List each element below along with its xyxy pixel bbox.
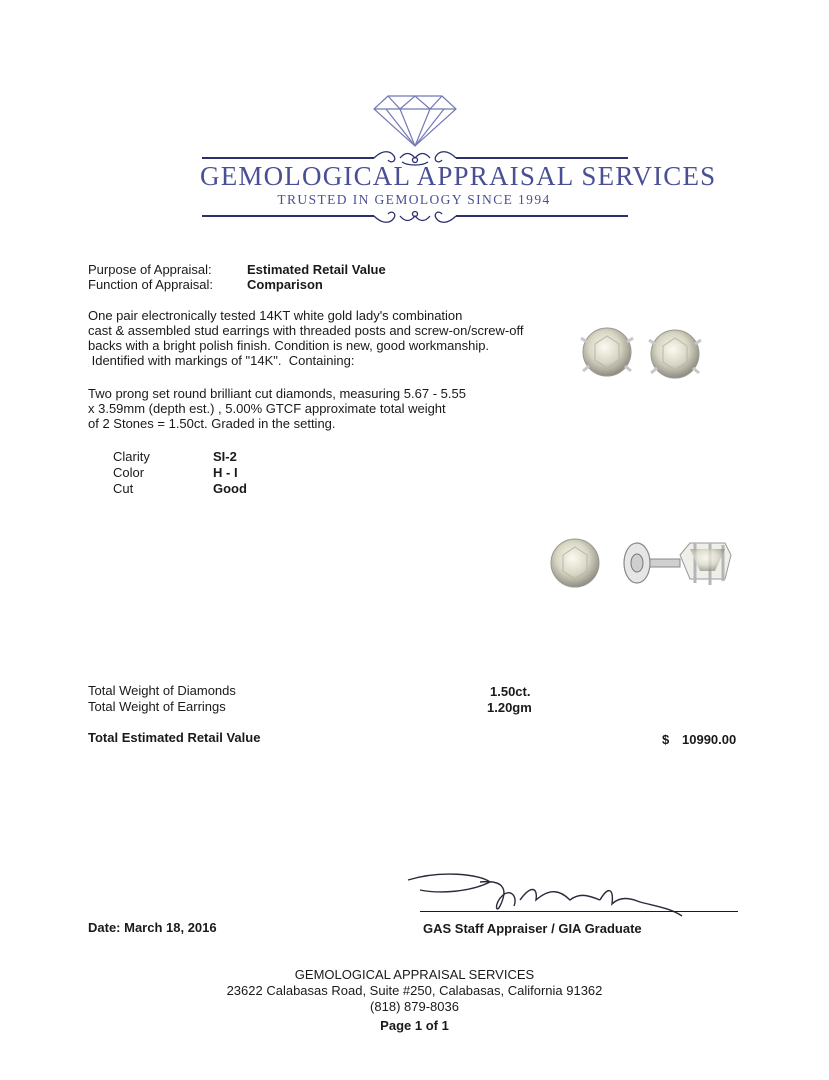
description-line: Identified with markings of "14K". Containing:	[88, 353, 355, 368]
description-line: backs with a bright polish finish. Condition is new, good workmanship.	[88, 338, 490, 353]
appraiser-signature	[400, 866, 690, 926]
company-tagline: TRUSTED IN GEMOLOGY SINCE 1994	[277, 192, 551, 207]
description-line: One pair electronically tested 14KT white gold lady's combination	[88, 308, 463, 323]
retail-value: 10990.00	[682, 732, 737, 747]
diamond-line: Two prong set round brilliant cut diamonds, measuring 5.67 - 5.55	[88, 386, 466, 401]
footer-company: GEMOLOGICAL APPRAISAL SERVICES	[294, 967, 535, 982]
top-rule-left	[202, 157, 374, 159]
bottom-rule-right	[456, 215, 628, 217]
diamonds-weight-label: Total Weight of Diamonds	[88, 683, 236, 698]
earrings-side-photo	[545, 535, 735, 595]
clarity-label: Clarity	[113, 449, 150, 464]
earrings-front-photo	[575, 322, 710, 388]
item-description	[88, 308, 523, 368]
screw-back-icon	[624, 543, 680, 583]
function-label: Function of Appraisal:	[88, 277, 214, 292]
stud-earring-front-icon	[551, 539, 599, 587]
stud-earring-left-icon	[581, 328, 633, 376]
signature-date: Date: March 18, 2016	[88, 920, 217, 935]
company-name: GEMOLOGICAL APPRAISAL SERVICES	[200, 161, 717, 191]
cut-label: Cut	[113, 481, 134, 496]
stud-earring-right-icon	[649, 330, 701, 378]
bottom-rule-left	[202, 215, 374, 217]
earrings-weight-value: 1.20gm	[487, 700, 532, 715]
top-rule-right	[456, 157, 628, 159]
footer-phone: (818) 879-8036	[370, 999, 459, 1014]
footer-address: 23622 Calabasas Road, Suite #250, Calabasas, California 91362	[226, 983, 603, 998]
retail-value-label: Total Estimated Retail Value	[88, 730, 261, 745]
function-value: Comparison	[247, 277, 323, 292]
bottom-flourish-icon	[372, 206, 458, 228]
signature-line	[420, 911, 738, 912]
retail-currency: $	[662, 732, 670, 747]
color-label: Color	[113, 465, 145, 480]
page-number: Page 1 of 1	[380, 1018, 449, 1033]
stud-earring-side-icon	[680, 543, 731, 585]
earrings-weight-label: Total Weight of Earrings	[88, 699, 226, 714]
diamond-description	[88, 386, 466, 431]
description-line: cast & assembled stud earrings with threaded posts and screw-on/screw-off	[88, 323, 524, 338]
purpose-label: Purpose of Appraisal:	[88, 262, 212, 277]
cut-value: Good	[213, 481, 247, 496]
appraiser-title: GAS Staff Appraiser / GIA Graduate	[423, 921, 642, 936]
diamond-logo-icon	[370, 92, 460, 148]
clarity-value: SI-2	[213, 449, 237, 464]
diamond-line: x 3.59mm (depth est.) , 5.00% GTCF approximate total weight	[88, 401, 446, 416]
diamond-line: of 2 Stones = 1.50ct. Graded in the setting.	[88, 416, 336, 431]
diamonds-weight-value: 1.50ct.	[490, 684, 531, 699]
color-value: H - I	[213, 465, 238, 480]
purpose-value: Estimated Retail Value	[247, 262, 386, 277]
